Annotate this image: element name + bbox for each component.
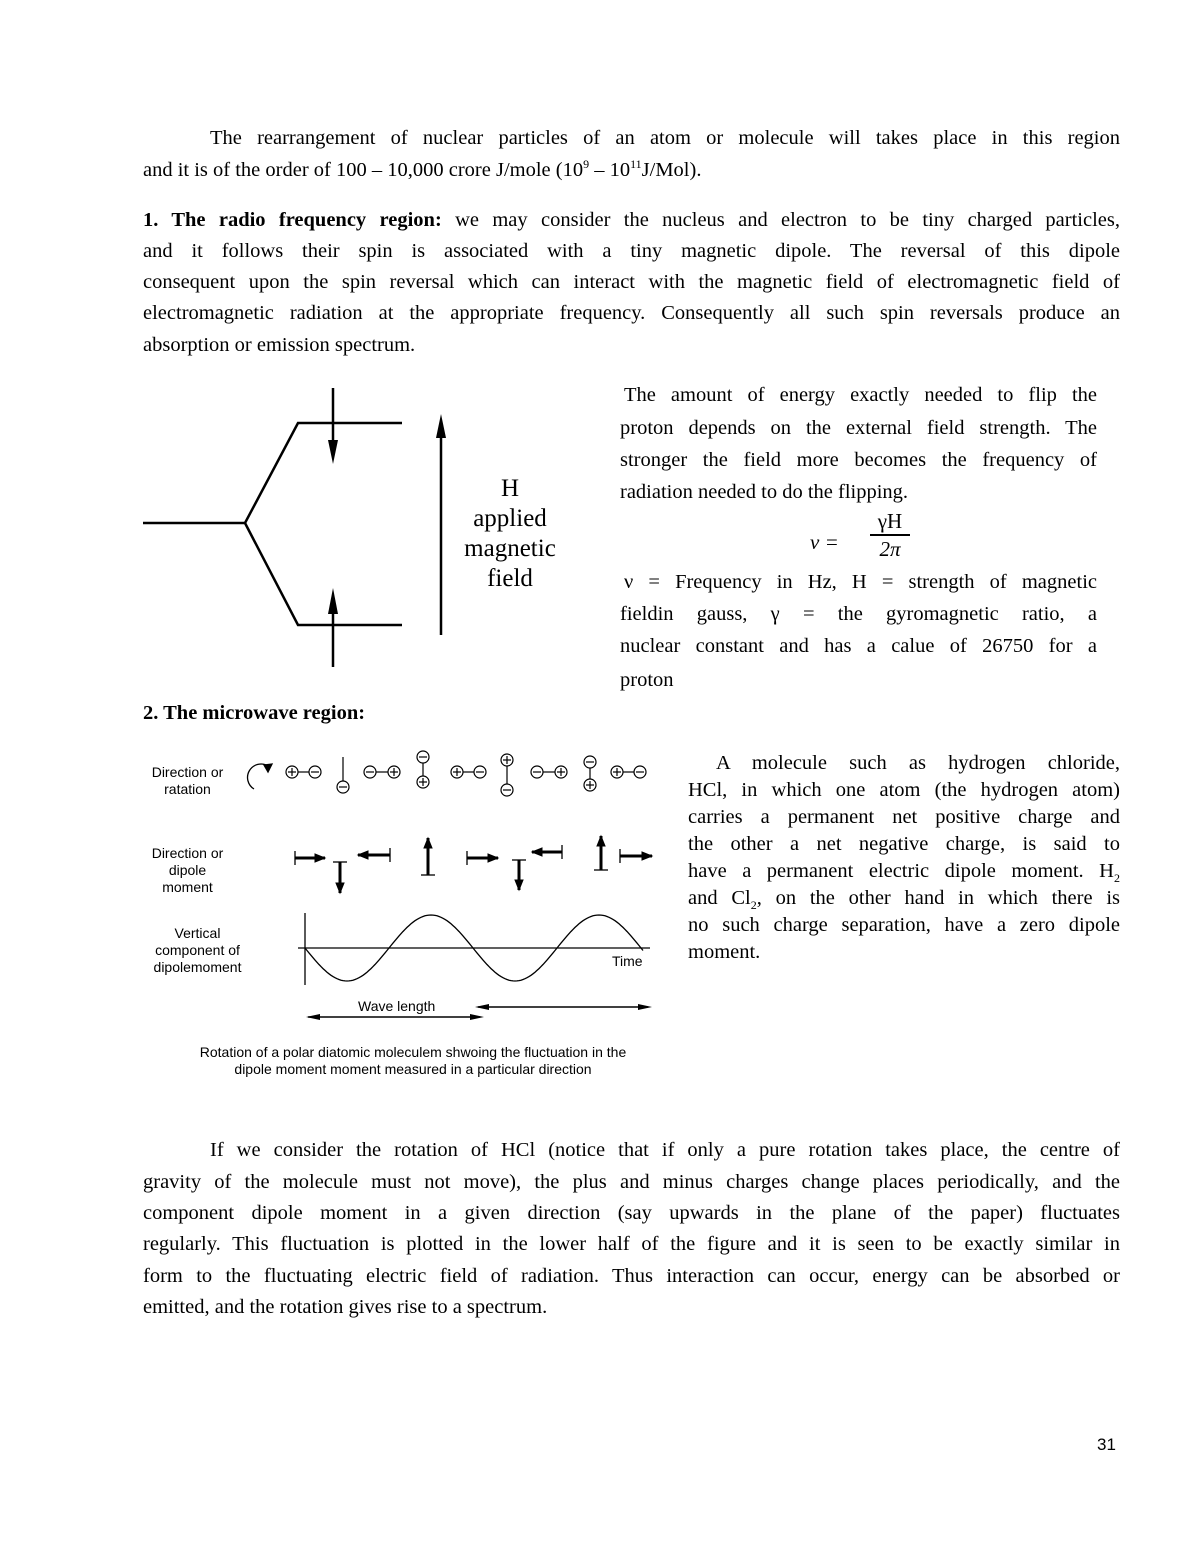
dipole-moment-arrow (421, 838, 435, 875)
closing-line-6: emitted, and the rotation gives rise to a spectrum. (143, 1296, 548, 1318)
side-line-1: The amount of energy exactly needed to flip the (624, 384, 1097, 406)
caption-line: dipole moment moment measured in a particular direction (234, 1061, 592, 1077)
closing-line-3: component dipole moment in a given direction (say upwards in the plane of the paper) fluctuates (143, 1202, 1120, 1224)
hcl-line-2: HCl, in which one atom (the hydrogen atom) (688, 779, 1120, 801)
closing-line-1: If we consider the rotation of HCl (notice that if only a pure rotation takes place, the centre of (210, 1139, 1120, 1161)
arrowhead (328, 440, 338, 464)
time-label: Time (612, 953, 643, 969)
side-line-4: radiation needed to do the flipping. (620, 481, 909, 503)
label: component of (155, 942, 240, 958)
positive-charge-icon (584, 779, 596, 791)
dipole-moment-arrow (532, 845, 562, 859)
text: have a permanent electric dipole moment. H (688, 860, 1114, 882)
label: applied (473, 505, 547, 532)
positive-charge-icon (388, 766, 400, 778)
negative-charge-icon (634, 766, 646, 778)
label: magnetic (464, 535, 556, 562)
wavelength-label: Wave length (358, 998, 436, 1014)
field-label (440, 474, 580, 594)
dipole-label (140, 845, 235, 896)
negative-charge-icon (584, 756, 596, 768)
intro-line-1: The rearrangement of nuclear particles of an atom or molecule will takes place in this region (210, 127, 1120, 149)
hcl-line-8: moment. (688, 941, 761, 963)
positive-charge-icon (611, 766, 623, 778)
dipole-moment-arrow (620, 849, 652, 863)
text: , on the other hand in which there is (756, 887, 1121, 909)
text: J/Mol). (641, 159, 702, 181)
section1-line-3: consequent upon the spin reversal which can interact with the magnetic field of electromagnetic field of (143, 271, 1120, 293)
negative-charge-icon (474, 766, 486, 778)
section1-line-5: absorption or emission spectrum. (143, 334, 416, 356)
negative-charge-icon (417, 751, 429, 763)
dipole-moment-arrows (295, 836, 652, 893)
negative-charge-icon (531, 766, 543, 778)
def-line-4: proton (620, 669, 674, 691)
label: moment (162, 879, 213, 895)
closing-line-2: gravity of the molecule must not move), the plus and minus charges change places periodically, and the (143, 1171, 1120, 1193)
dipole-moment-arrow (333, 862, 347, 893)
positive-charge-icon (501, 754, 513, 766)
subscript: 2 (1114, 871, 1120, 886)
label: Direction or (151, 764, 224, 780)
label: field (487, 565, 533, 592)
hcl-line-5 (688, 858, 1120, 884)
page-number: 31 (1097, 1435, 1116, 1454)
text: and it is of the order of 100 – 10,000 crore J/mole (10 (143, 159, 584, 181)
section1-line-2: and it follows their spin is associated with a tiny magnetic dipole. The reversal of this dipole (143, 240, 1120, 262)
dipole-moment-arrow (295, 851, 325, 865)
rotation-arrow-icon (248, 764, 272, 789)
negative-charge-icon (337, 781, 349, 793)
lower-level-line (245, 523, 402, 625)
label: H (500, 475, 520, 502)
rotating-dipoles (286, 751, 646, 796)
hcl-line-7: no such charge separation, have a zero dipole (688, 914, 1120, 936)
upper-level-line (143, 423, 402, 523)
text: – 10 (589, 159, 631, 181)
superscript: 11 (630, 157, 642, 172)
caption-line: Rotation of a polar diatomic moleculem shwoing the fluctuation in the (199, 1044, 627, 1060)
dipole-moment-arrow (358, 848, 390, 862)
def-line-3: nuclear constant and has a calue of 26750 for a (620, 635, 1097, 657)
label: Vertical (174, 925, 221, 941)
negative-charge-icon (364, 766, 376, 778)
numerator: γH (870, 508, 910, 536)
subscript: 2 (750, 898, 757, 913)
positive-charge-icon (286, 766, 298, 778)
hcl-line-6 (688, 885, 1120, 911)
denominator: 2π (879, 537, 901, 561)
positive-charge-icon (451, 766, 463, 778)
side-line-2: proton depends on the external field strength. The (620, 417, 1097, 439)
rotation-label (140, 764, 235, 798)
closing-line-5: form to the fluctuating electric field of radiation. Thus interaction can occur, energy can be absorbed or (143, 1265, 1120, 1287)
dipole-moment-arrow (512, 860, 526, 890)
formula-lhs: ν = (810, 530, 839, 554)
section1-heading: 1. The radio frequency region: (143, 209, 442, 231)
hcl-line-4: the other a net negative charge, is said to (688, 833, 1120, 855)
def-line-2: fieldin gauss, γ = the gyromagnetic ratio, a (620, 603, 1097, 625)
dipole-moment-arrow (467, 851, 498, 865)
hcl-line-1: A molecule such as hydrogen chloride, (716, 752, 1120, 774)
section2-heading: 2. The microwave region: (143, 702, 366, 724)
fraction (870, 508, 910, 562)
side-line-3: stronger the field more becomes the frequency of (620, 449, 1097, 471)
negative-charge-icon (309, 766, 321, 778)
superscript: 9 (583, 157, 590, 172)
text: we may consider the nucleus and electron to be tiny charged particles, (441, 209, 1120, 231)
hcl-line-3: carries a permanent net positive charge and (688, 806, 1120, 828)
label: dipole (168, 862, 207, 878)
positive-charge-icon (417, 776, 429, 788)
label: dipolemoment (153, 959, 242, 975)
arrowhead (328, 588, 338, 614)
figure-caption (143, 1044, 683, 1078)
negative-charge-icon (501, 784, 513, 796)
arrowhead (436, 414, 446, 438)
positive-charge-icon (555, 766, 567, 778)
closing-line-4: regularly. This fluctuation is plotted in the lower half of the figure and it is seen to be exactly similar in (143, 1233, 1120, 1255)
label: Direction or (151, 845, 224, 861)
def-line-1: ν = Frequency in Hz, H = strength of magnetic (624, 571, 1097, 593)
section1-line-4: electromagnetic radiation at the appropriate frequency. Consequently all such spin reversals produce an (143, 302, 1120, 324)
text: and Cl (688, 887, 751, 909)
vertical-component-label (135, 925, 260, 976)
dipole-moment-arrow (594, 836, 608, 870)
label: ratation (164, 781, 211, 797)
